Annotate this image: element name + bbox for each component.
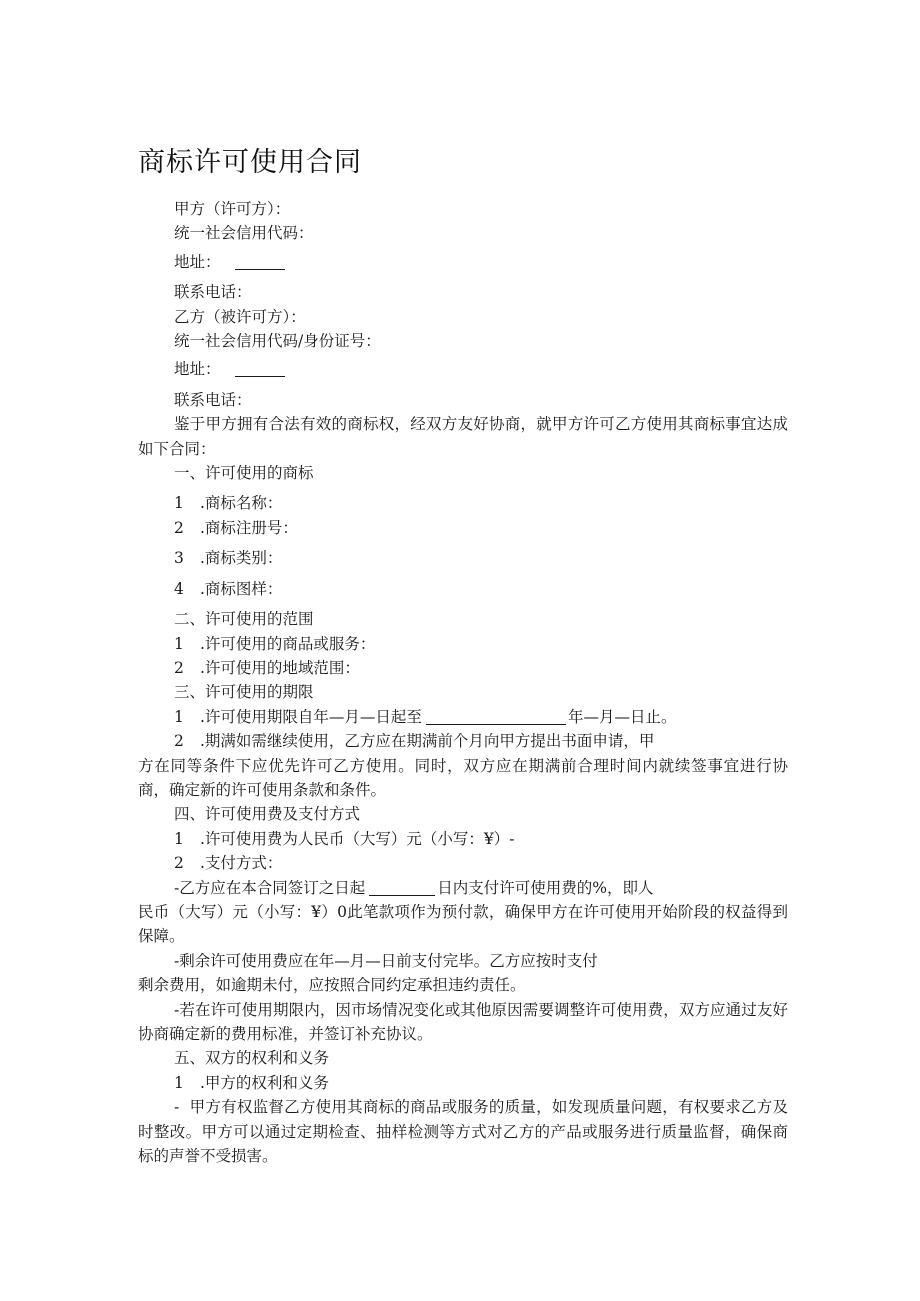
item-number: 1: [174, 707, 184, 726]
party-b-credit-code: 统一社会信用代码/身份证号：: [174, 332, 381, 351]
item-text: .商标注册号：: [200, 518, 298, 537]
item-number: 1: [174, 634, 184, 653]
preamble-paragraph: 鉴于甲方拥有合法有效的商标权，经双方友好协商，就甲方许可乙方使用其商标事宜达成如下合同：: [138, 415, 788, 458]
item-text: .许可使用的商品或服务：: [200, 634, 376, 653]
item-number: 2: [174, 732, 184, 751]
item-number: 2: [174, 658, 184, 677]
section-3-item-1: [138, 705, 788, 729]
item-number: 1: [174, 494, 184, 513]
party-b-address-blank: [235, 360, 285, 377]
item-text: .甲方的权利和义务: [200, 1073, 329, 1092]
section-1-item: [138, 577, 788, 601]
party-a-label: 甲方（许可方）：: [174, 200, 291, 218]
section-5-item-1-paragraph: - 甲方有权监督乙方使用其商标的商品或服务的质量，如发现质量问题，有权要求乙方及时整改。甲方可以通过定期检查、抽样检测等方式对乙方的产品或服务进行质量监督，确保商标的声誉不受损害。: [138, 1098, 788, 1166]
item-text: .许可使用的地域范围：: [200, 658, 360, 677]
party-a-address-label: 地址：: [174, 252, 221, 271]
document-title: 商标许可使用合同: [138, 147, 362, 178]
section-5-item-1: [138, 1071, 788, 1095]
item-text: .商标图样：: [200, 579, 283, 598]
payment-clause-3: -若在许可使用期限内，因市场情况变化或其他原因需要调整许可使用费，双方应通过友好协商确定新的费用标准，并签订补充协议。: [138, 1000, 788, 1043]
item-text: .期满如需继续使用，乙方应在期满前个月向甲方提出书面申请，甲: [200, 732, 655, 751]
section-3-heading: 三、许可使用的期限: [174, 683, 314, 702]
section-3-item-2-continued: 方在同等条件下应优先许可乙方使用。同时，双方应在期满前合理时间内就续签事宜进行协商，确定新的许可使用条款和条件。: [138, 756, 788, 799]
item-text: .商标名称：: [200, 494, 283, 513]
item-number: 4: [174, 579, 184, 598]
item-number: 2: [174, 518, 184, 537]
section-1-heading: 一、许可使用的商标: [174, 464, 314, 483]
item-text-before: .许可使用期限自年—月—日起至: [200, 707, 422, 726]
section-5-heading: 五、双方的权利和义务: [174, 1049, 330, 1068]
document-body: [138, 197, 788, 1168]
payment-clause-2-continued: 剩余费用，如逾期未付，应按照合同约定承担违约责任。: [138, 976, 526, 995]
section-4-item-1: [138, 827, 788, 851]
section-3-item-2: [138, 729, 788, 753]
section-2-heading: 二、许可使用的范围: [174, 610, 314, 629]
section-1-item: [138, 516, 788, 540]
party-b-label: 乙方（被许可方）：: [174, 307, 306, 326]
section-1-item: [138, 546, 788, 570]
payment-clause-1: [138, 876, 788, 900]
item-text: .许可使用费为人民币（大写）元（小写：¥）-: [200, 829, 515, 848]
party-a-credit-code: 统一社会信用代码：: [174, 224, 314, 243]
item-number: 3: [174, 549, 184, 568]
item-number: 2: [174, 854, 184, 873]
section-2-item: [138, 632, 788, 656]
item-text-after: 年—月—日止。: [567, 707, 677, 726]
payment-clause-1-continued: 民币（大写）元（小写：¥）0此笔款项作为预付款，确保甲方在许可使用开始阶段的权益得到保障。: [138, 902, 788, 946]
party-b-phone: 联系电话：: [174, 390, 252, 409]
party-b-address-label: 地址：: [174, 360, 221, 379]
section-2-item: [138, 656, 788, 680]
party-a-address-blank: [235, 253, 285, 270]
days-blank: [369, 879, 435, 896]
end-date-blank: [426, 708, 566, 725]
item-number: 1: [174, 829, 184, 848]
party-b-address: [138, 357, 788, 381]
section-1-item: [138, 491, 788, 515]
party-a-phone: 联系电话：: [174, 283, 252, 302]
section-4-item-2: [138, 851, 788, 875]
clause-text-after: 日内支付许可使用费的%，即人: [437, 878, 654, 897]
section-4-heading: 四、许可使用费及支付方式: [174, 805, 361, 824]
item-text: .支付方式：: [200, 854, 283, 873]
payment-clause-2: -剩余许可使用费应在年—月—日前支付完毕。乙方应按时支付: [174, 951, 598, 970]
item-text: .商标类别：: [200, 549, 283, 568]
item-number: 1: [174, 1073, 184, 1092]
clause-text-before: -乙方应在本合同签订之日起: [174, 878, 366, 897]
party-a-address: [138, 250, 788, 274]
